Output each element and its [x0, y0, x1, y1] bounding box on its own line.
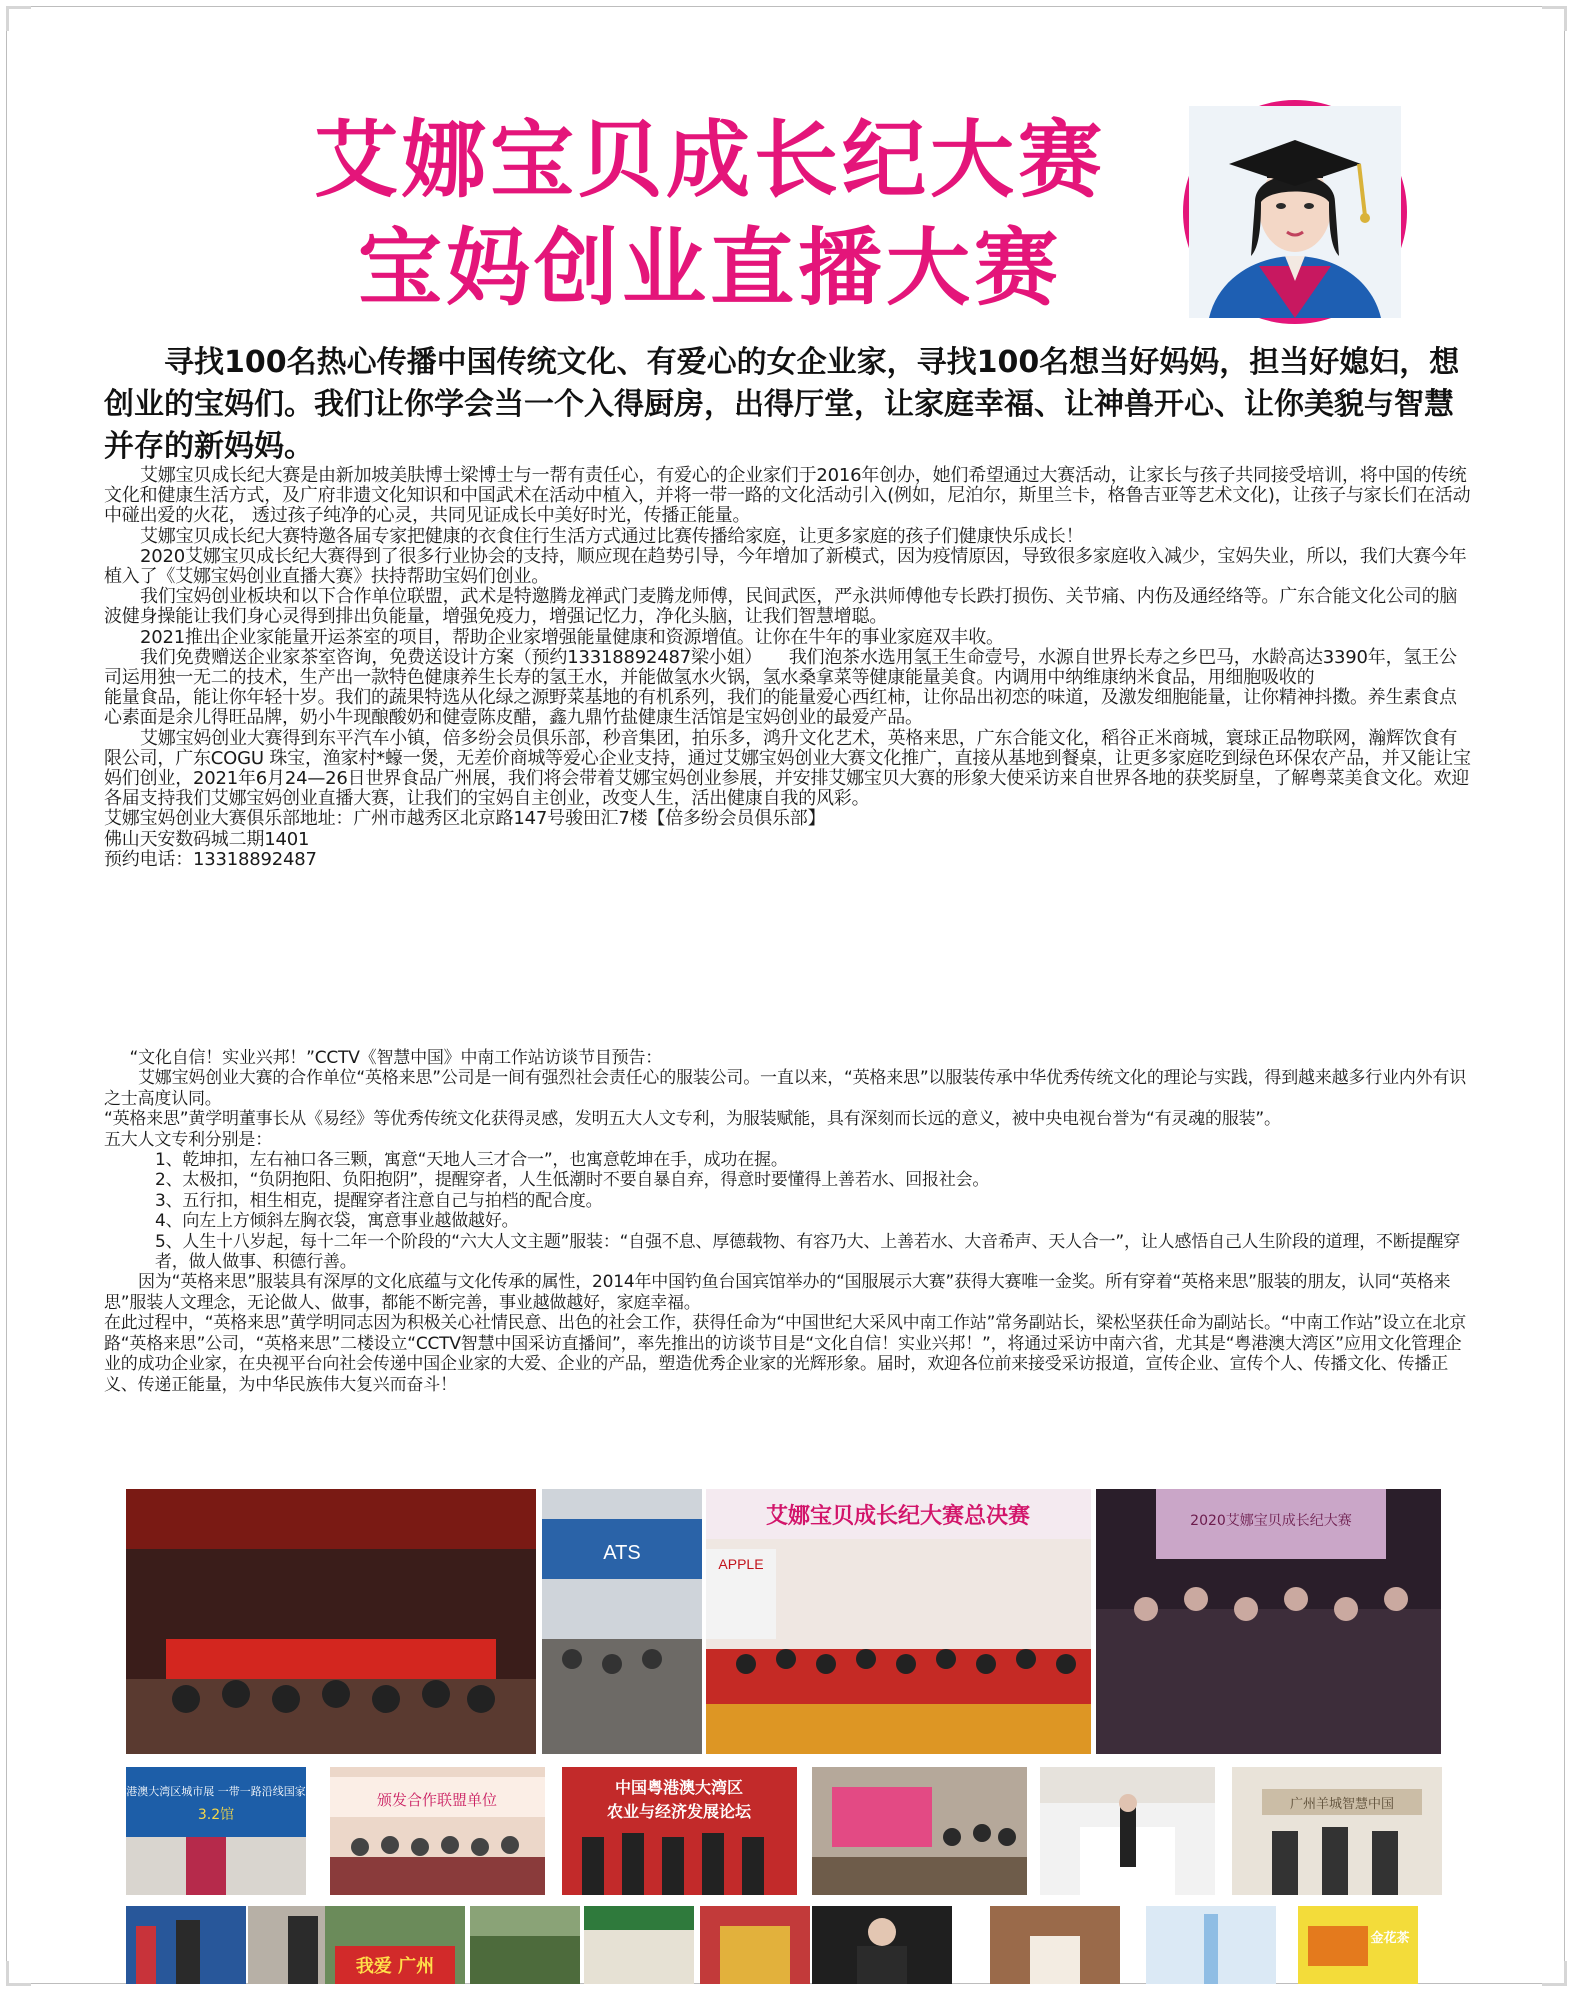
photo-7-line1: 中国粤港澳大湾区 — [614, 1778, 744, 1797]
interview-paragraph: “英格来思”黄学明董事长从《易经》等优秀传统文化获得灵感，发明五大人文专利，为服装赋能，具有深刻而长远的意义，被中央电视台誉为“有灵魂的服装”。 — [104, 1109, 1281, 1130]
event-photo-5 — [115, 1767, 317, 1895]
body-paragraph: 艾娜宝妈创业大赛得到东平汽车小镇，倍多纷会员俱乐部，秒音集团，拍乐多，鸿升文化艺术，英格来思，广东合能文化，稻谷正米商城，寰球正品物联网，瀚辉饮食有限公司，广东COGU 珠宝，渔家村*蠔一煲，无差价商城等爱心企业支持，通过艾娜宝妈创业大赛文化推广，直接从基地到餐桌，让更多家庭吃到绿色环保农产品，并又能让宝妈们创业，2021年6月24—26日世界食品广州展，我们将会带着艾娜宝妈创业参展，并安排艾娜宝贝大赛的形象大使采访来自世界各地的获奖厨皇，了解粤菜美食文化。欢迎各届支持我们艾娜宝妈创业直播大赛，让我们的宝妈自主创业，改变人生，活出健康自我的风彩。 — [104, 727, 1471, 810]
club-address: 艾娜宝妈创业大赛俱乐部地址：广州市越秀区北京路147号骏田汇7楼【倍多纷会员俱乐部】 — [104, 808, 826, 830]
body-paragraph: 我们宝妈创业板块和以下合作单位联盟，武术是特邀腾龙禅武门麦腾龙师傅，民间武医，严永洪师傅他专长跌打损伤、关节痛、内伤及通经络等。广东合能文化公司的脑波健身操能让我们身心灵得到排出负能量，增强免疫力，增强记忆力，净化头脑，让我们智慧增聪。 — [104, 586, 1458, 628]
event-photo-13 — [325, 1906, 465, 1984]
event-photo-4 — [1096, 1489, 1441, 1754]
body-paragraph: 2021推出企业家能量开运茶室的项目，帮助企业家增强能量健康和资源增值。让你在牛年的事业家庭双丰收。 — [140, 626, 1004, 648]
body-paragraph: 艾娜宝贝成长纪大赛是由新加坡美肤博士梁博士与一帮有责任心，有爱心的企业家们于2016年创办，她们希望通过大赛活动，让家长与孩子共同接受培训，将中国的传统文化和健康生活方式，及广府非遗文化知识和中国武术在活动中植入，并将一带一路的文化活动引入(例如，尼泊尔，斯里兰卡，格鲁吉亚等艺术文化)，让孩子与家长们在活动中碰出爱的火花， 透过孩子纯净的心灵，共同见证成长中美好时光，传播正能量。 — [104, 465, 1471, 527]
crop-mark — [1542, 6, 1567, 31]
booking-phone: 预约电话：13318892487 — [104, 848, 317, 870]
interview-paragraph: 因为“英格来思”服装具有深厚的文化底蕴与文化传承的属性，2014年中国钓鱼台国宾馆举办的“国服展示大赛”获得大赛唯一金奖。所有穿着“英格来思”服装的朋友，认同“英格来思”服装人文理念，无论做人、做事，都能不断完善，事业越做越好，家庭幸福。 — [104, 1272, 1451, 1313]
photo-3-banner: 艾娜宝贝成长纪大赛总决赛 — [765, 1504, 1031, 1529]
event-photo-9 — [1040, 1767, 1215, 1895]
event-photo-19 — [1146, 1906, 1276, 1984]
portrait-illustration — [1189, 106, 1401, 318]
event-photo-10 — [1232, 1767, 1442, 1895]
crop-mark — [6, 6, 31, 31]
lead-text: 寻找100名热心传播中国传统文化、有爱心的女企业家，寻找100名想当好妈妈，担当好媳妇，想创业的宝妈们。我们让你学会当一个入得厨房，出得厅堂，让家庭幸福、让神兽开心、让你美貌与智慧并存的新妈妈。 — [104, 345, 1460, 464]
article-body — [104, 466, 1474, 870]
patent-item: 2、太极扣，“负阴抱阳、负阳抱阴”，提醒穿者，人生低潮时不要自暴自弃，得意时要懂得上善若水、回报社会。 — [155, 1170, 990, 1191]
club-address-2: 佛山天安数码城二期1401 — [104, 828, 310, 850]
photo-20-label: 金花茶 — [1370, 1931, 1410, 1946]
interview-paragraph: 五大人文专利分别是： — [104, 1129, 272, 1150]
event-photo-18 — [990, 1906, 1120, 1984]
event-photo-17 — [812, 1906, 952, 1984]
body-paragraph: 艾娜宝贝成长纪大赛特邀各届专家把健康的衣食住行生活方式通过比赛传播给家庭，让更多家庭的孩子们健康快乐成长！ — [140, 525, 1084, 547]
photo-5-date: 3.2馆 — [197, 1807, 235, 1823]
event-photo-14 — [470, 1906, 580, 1984]
interview-title: “文化自信！实业兴邦！”CCTV《智慧中国》中南工作站访谈节目预告： — [129, 1048, 663, 1068]
interview-paragraph: 艾娜宝妈创业大赛的合作单位“英格来思”公司是一间有强烈社会责任心的服装公司。一直以来，“英格来思”以服装传承中华优秀传统文化的理论与实践，得到越来越多行业内外有识之士高度认同。 — [104, 1068, 1467, 1109]
interview-section — [104, 1048, 1474, 1395]
patent-item: 4、向左上方倾斜左胸衣袋，寓意事业越做越好。 — [155, 1211, 519, 1232]
page-title-line-2: 宝妈创业直播大赛 — [357, 219, 1062, 317]
photo-3-apple: APPLE — [718, 1556, 764, 1572]
patent-item: 5、人生十八岁起，每十二年一个阶段的“六大人文主题”服装：“自强不息、厚德载物、有容乃大、上善若水、大音希声、天人合一”，让人感悟自己人生阶段的道理，不断提醒穿者，做人做事、积德行善。 — [155, 1231, 1461, 1273]
founder-portrait — [1183, 100, 1407, 324]
event-photo-2 — [542, 1489, 702, 1754]
event-photo-8 — [812, 1767, 1027, 1895]
crop-mark — [6, 1961, 31, 1986]
body-paragraph: 我们免费赠送企业家茶室咨询，免费送设计方案（预约13318892487梁小姐） 我们泡茶水选用氢王生命壹号，水源自世界长寿之乡巴马，水龄高达3390年，氢王公司运用独一无二的技术，生产出一款特色健康养生长寿的氢王水，并能做氢水火锅，氢水桑拿菜等健康能量美食。内调用中纳维康纳米食品，用细胞吸收的 — [104, 646, 1457, 689]
interview-paragraph: 在此过程中，“英格来思”黄学明同志因为积极关心社情民意、出色的社会工作，获得任命为“中国世纪大采风中南工作站”常务副站长，梁松坚获任命为副站长。“中南工作站”设立在北京路“英格来思”公司，“英格来思”二楼设立“CCTV智慧中国采访直播间”，率先推出的访谈节目是“文化自信！实业兴邦！”，将通过采访中南六省，尤其是“粤港澳大湾区”应用文化管理企业的成功企业家，在央视平台向社会传递中国企业家的大爱、企业的产品，塑造优秀企业家的光辉形象。届时，欢迎各位前来接受采访报道，宣传企业、宣传个人、传播文化、传播正义、传递正能量，为中华民族伟大复兴而奋斗！ — [104, 1313, 1467, 1395]
photo-5-banner: 粤港澳大湾区城市展 一带一路沿线国家展 — [115, 1785, 317, 1798]
page-title-line-1: 艾娜宝贝成长纪大赛 — [313, 111, 1106, 209]
photo-10-sign: 广州羊城智慧中国 — [1289, 1797, 1395, 1812]
body-paragraph: 2020艾娜宝贝成长纪大赛得到了很多行业协会的支持，顺应现在趋势引导，今年增加了新模式，因为疫情原因，导致很多家庭收入减少，宝妈失业，所以，我们大赛今年植入了《艾娜宝妈创业直播大赛》扶持帮助宝妈们创业。 — [104, 545, 1467, 588]
photo-7-line2: 农业与经济发展论坛 — [606, 1802, 752, 1821]
lead-paragraph — [104, 342, 1474, 468]
photo-6-banner: 颁发合作联盟单位 — [376, 1791, 498, 1809]
event-photo-20 — [1298, 1906, 1418, 1984]
photo-2-banner: ATS — [603, 1542, 641, 1564]
patent-item: 1、乾坤扣，左右袖口各三颗，寓意“天地人三才合一”，也寓意乾坤在手，成功在握。 — [155, 1150, 788, 1171]
body-paragraph: 能量食品，能让你年轻十岁。我们的蔬果特选从化绿之源野菜基地的有机系列，我们的能量爱心西红柿，让你品出初恋的味道，及激发细胞能量，让你精神抖擞。养生素食点心素面是余儿得旺品牌，奶小牛现酿酸奶和健壹陈皮醋，鑫九鼎竹盐健康生活馆是宝妈创业的最爱产品。 — [104, 687, 1457, 729]
event-photo-7 — [562, 1767, 797, 1895]
photo-13-banner: 我爱 广州 — [355, 1956, 435, 1977]
event-photo-16 — [700, 1906, 810, 1984]
patent-item: 3、五行扣，相生相克，提醒穿者注意自己与拍档的配合度。 — [155, 1190, 603, 1211]
event-photo-11 — [126, 1906, 246, 1984]
event-photo-15 — [584, 1906, 694, 1984]
photo-4-banner: 2020艾娜宝贝成长纪大赛 — [1190, 1513, 1352, 1529]
event-photo-3 — [706, 1489, 1091, 1754]
event-photo-6 — [330, 1767, 545, 1895]
crop-mark — [1542, 1961, 1567, 1986]
event-photo-1 — [126, 1489, 536, 1754]
